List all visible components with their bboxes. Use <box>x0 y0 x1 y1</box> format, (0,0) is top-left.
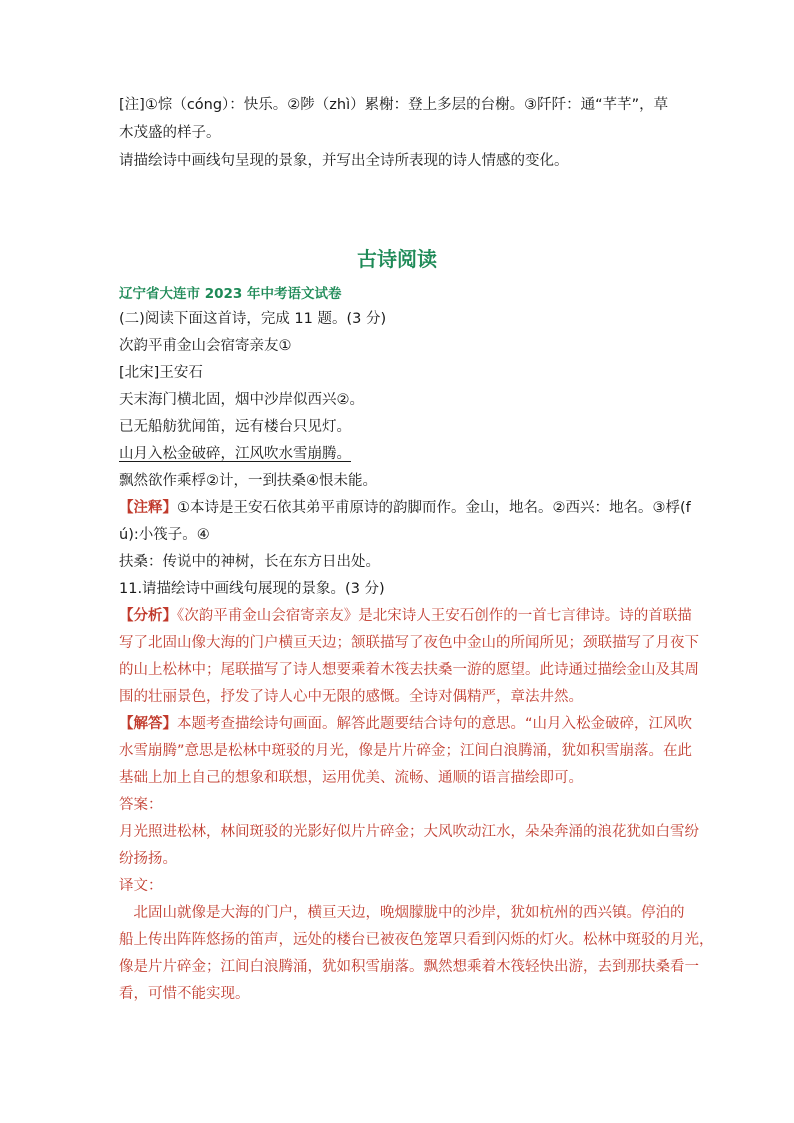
analysis-line-1: 【分析】《次韵平甫金山会宿寄亲友》是北宋诗人王安石创作的一首七言律诗。诗的首联描 <box>119 608 692 624</box>
translation-label: 译文： <box>119 878 163 894</box>
analysis-line: 围的壮丽景色，抒发了诗人心中无限的感慨。全诗对偶精严，章法井然。 <box>119 689 583 705</box>
analysis-line: 写了北固山像大海的门户横亘天边；颔联描写了夜色中金山的所闻所见；颈联描写了月夜下 <box>119 635 699 651</box>
solution-line: 基础上加上自己的想象和联想，运用优美、流畅、通顺的语言描绘即可。 <box>119 770 583 786</box>
translation-line: 北固山就像是大海的门户，横亘天边，晚烟朦胧中的沙岸，犹如杭州的西兴镇。停泊的 <box>119 905 685 921</box>
analysis-label: 【分析】 <box>119 608 177 624</box>
annotation-line-2: ú):小筏子。④ <box>119 527 210 543</box>
solution-label: 【解答】 <box>119 716 177 732</box>
question-intro: (二)阅读下面这首诗，完成 11 题。(3 分) <box>119 311 387 327</box>
exam-source: 辽宁省大连市 2023 年中考语文试卷 <box>119 286 342 302</box>
solution-line: 水雪崩腾”意思是松林中斑驳的月光，像是片片碎金；江间白浪腾涌，犹如积雪崩落。在此 <box>119 743 693 759</box>
note-question: 请描绘诗中画线句呈现的景象，并写出全诗所表现的诗人情感的变化。 <box>119 153 569 169</box>
annotation-line-1: 【注释】①本诗是王安石依其弟平甫原诗的韵脚而作。金山，地名。②西兴：地名。③桴(f <box>119 500 691 516</box>
answer-label: 答案： <box>119 797 163 813</box>
annotation-line-3: 扶桑：传说中的神树，长在东方日出处。 <box>119 554 380 570</box>
note-line-2: 木茂盛的样子。 <box>119 125 221 141</box>
poem-author: [北宋]王安石 <box>119 365 203 381</box>
poem-line-underlined: 山月入松金破碎，江风吹水雪崩腾。 <box>119 446 351 462</box>
poem-line: 天末海门横北固，烟中沙岸似西兴②。 <box>119 392 364 408</box>
poem-title: 次韵平甫金山会宿寄亲友① <box>119 338 292 354</box>
translation-line: 船上传出阵阵悠扬的笛声，远处的楼台已被夜色笼罩只看到闪烁的灯火。松林中斑驳的月光， <box>119 932 714 948</box>
annotation-label: 【注释】 <box>119 500 177 516</box>
note-line-1: [注]①悰（cóng）：快乐。②陟（zhì）累榭：登上多层的台榭。③阡阡：通“芊芊”，草 <box>119 97 669 113</box>
answer-line: 纷扬扬。 <box>119 851 177 867</box>
translation-line: 像是片片碎金；江间白浪腾涌，犹如积雪崩落。飘然想乘着木筏轻快出游，去到那扶桑看一 <box>119 959 699 975</box>
answer-line: 月光照进松林，林间斑驳的光影好似片片碎金；大风吹动江水，朵朵奔涌的浪花犹如白雪纷 <box>119 824 699 840</box>
analysis-line: 的山上松林中；尾联描写了诗人想要乘着木筏去扶桑一游的愿望。此诗通过描绘金山及其周 <box>119 662 699 678</box>
section-title: 古诗阅读 <box>357 247 437 271</box>
poem-line: 飘然欲作乘桴②计，一到扶桑④恨未能。 <box>119 473 377 489</box>
poem-line: 已无船舫犹闻笛，远有楼台只见灯。 <box>119 419 351 435</box>
solution-line-1: 【解答】本题考查描绘诗句画面。解答此题要结合诗句的意思。“山月入松金破碎，江风吹 <box>119 716 693 732</box>
question-11: 11.请描绘诗中画线句展现的景象。(3 分) <box>119 581 385 597</box>
translation-line: 看，可惜不能实现。 <box>119 986 250 1002</box>
